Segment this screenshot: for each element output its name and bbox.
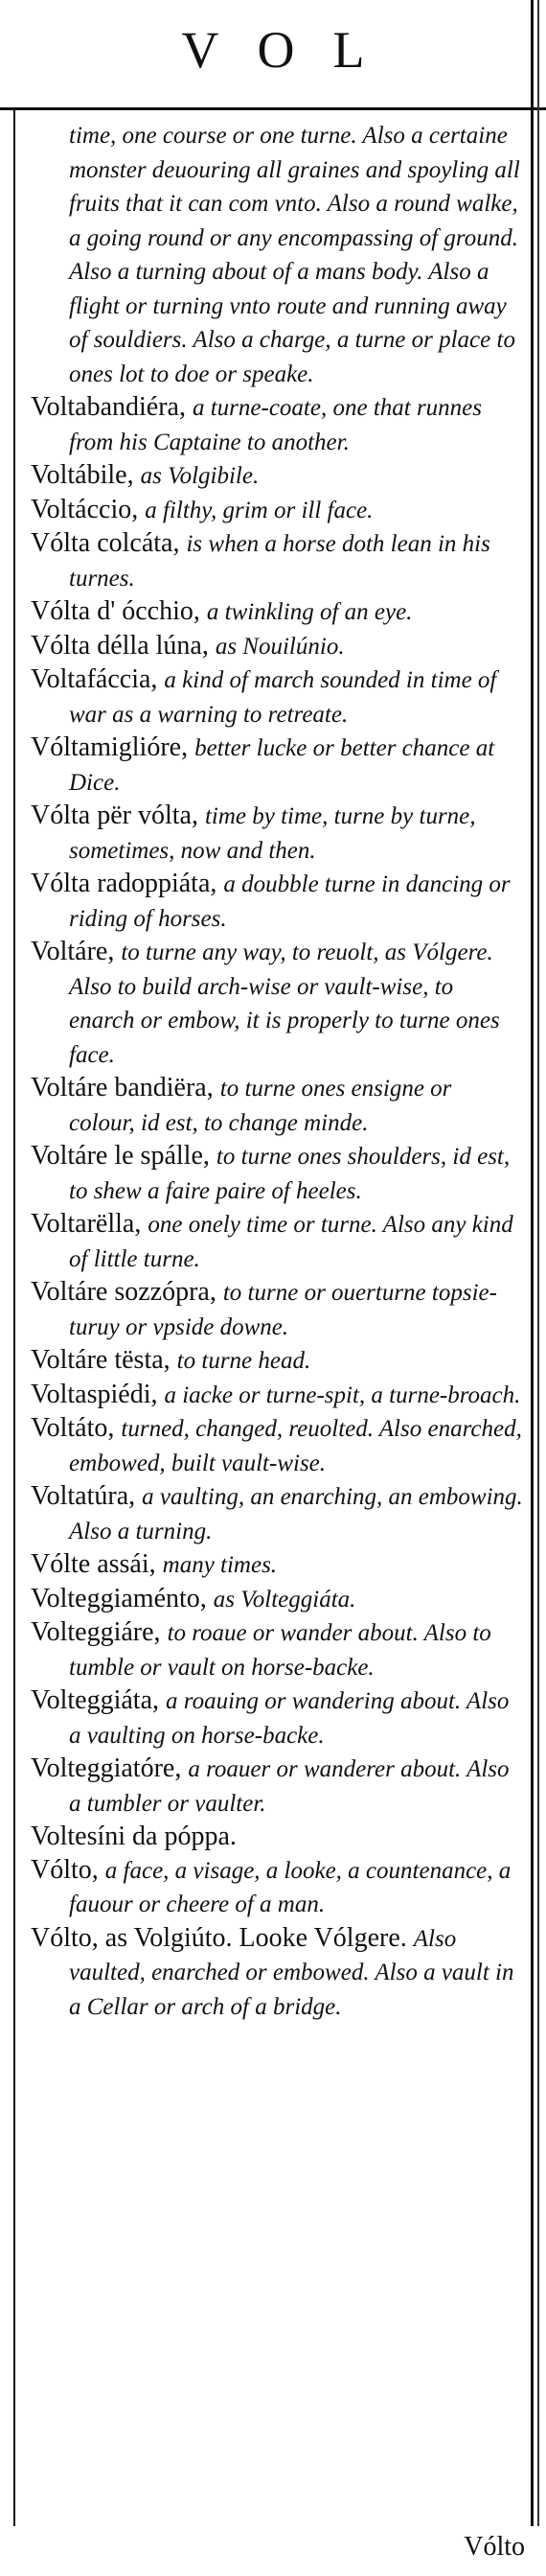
entry-definition: to turne or ouerturne topsie-turuy or vpside downe.: [69, 1280, 497, 1340]
entry-headword: Vólto,: [31, 1854, 99, 1885]
entry-headword: Voltafáccia,: [31, 664, 158, 694]
entry: [31, 595, 523, 630]
entry-headword: Vólta délla lúna,: [31, 630, 209, 661]
entry-definition: a turne-coate, one that runnes from his Captaine to another.: [69, 395, 483, 455]
entry-definition: Also vaulted, enarched or embowed. Also a vault in a Cellar or arch of a bridge.: [69, 1925, 514, 2020]
entry: [31, 630, 523, 664]
entry-definition: as Nouilúnio.: [215, 633, 345, 660]
entry-headword: Voltarëlla,: [31, 1209, 142, 1239]
entry: [31, 1821, 523, 1854]
entry: [31, 494, 523, 528]
entry-definition: as Volteggiáta.: [213, 1586, 356, 1613]
entry-definition: a face, a visage, a looke, a countenance, a fauour or cheere of a man.: [69, 1857, 512, 1917]
entry-list: [31, 119, 523, 2024]
entry-definition: one onely time or turne. Also any kind of little turne.: [69, 1212, 513, 1272]
entry-definition: a kind of march sounded in time of war as a warning to retreate.: [69, 667, 497, 728]
entry: [31, 731, 523, 800]
entry-definition: a doubble turne in dancing or riding of horses.: [69, 871, 511, 932]
entry: [31, 1072, 523, 1140]
entry-headword: Voltáre le spálle,: [31, 1141, 210, 1171]
entry: [31, 1276, 523, 1344]
entry-headword: Voltaspiédi,: [31, 1379, 158, 1409]
entry-headword: Vólta radoppiáta,: [31, 869, 217, 898]
entry: [31, 119, 523, 391]
entry-headword: Volteggiáta,: [31, 1685, 160, 1715]
page-header: [0, 0, 546, 96]
entry-definition: a iacke or turne-spit, a turne-broach.: [164, 1381, 521, 1408]
entry-definition: many times.: [162, 1552, 278, 1578]
running-head: VOL: [181, 21, 403, 79]
entry-definition: time, one course or one turne. Also a certaine monster deuouring all graines and spoyling all fruits that it can com vnto. Also a round walke, a going round or any encompassing of ground. Also a turning about of a mans body. Also a flight or turning vnto route and running away of souldiers. Also a charge, a turne or place to ones lot to doe or speake.: [69, 123, 520, 387]
entry-definition: to turne any way, to reuolt, as Vólgere. Also to build arch-wise or vault-wise, to enarch or embow, it is properly to turne ones face.: [69, 940, 500, 1068]
entry: [31, 1548, 523, 1583]
entry-headword: Voltáre,: [31, 937, 115, 966]
entry-definition: a roauing or wandering about. Also a vaulting on horse-backe.: [69, 1688, 510, 1749]
entry: [31, 1480, 523, 1548]
entry-definition: better lucke or better chance at Dice.: [69, 735, 495, 796]
entry-headword: Vólta për vólta,: [31, 801, 198, 830]
entry-headword: Vólto, as Volgiúto. Looke Vólgere.: [31, 1922, 407, 1953]
left-margin-rule: [13, 107, 15, 2526]
entry-definition: to turne head.: [176, 1348, 311, 1374]
entry-definition: as Volgibile.: [140, 463, 260, 489]
entry-headword: Volteggiatóre,: [31, 1753, 182, 1783]
entry: [31, 1616, 523, 1684]
entry: [31, 1412, 523, 1480]
catchword: Vólto: [464, 2532, 525, 2562]
entry-headword: Voltáre bandiëra,: [31, 1073, 214, 1102]
entry-headword: Voltáre sozzópra,: [31, 1277, 216, 1307]
entry: [31, 1854, 523, 1922]
entry: [31, 936, 523, 1072]
entry: [31, 663, 523, 731]
entry-headword: Voltáto,: [31, 1413, 115, 1443]
entry: [31, 1752, 523, 1821]
entry-headword: Voltatúra,: [31, 1481, 136, 1511]
entry-definition: to turne ones ensigne or colour, id est, to change minde.: [69, 1076, 452, 1136]
entry: [31, 527, 523, 595]
right-margin-rule-inner: [537, 0, 539, 2526]
entry: [31, 868, 523, 936]
entry: [31, 1344, 523, 1379]
entry-headword: Volteggiaménto,: [31, 1583, 207, 1613]
entry-definition: a twinkling of an eye.: [206, 599, 413, 625]
entry-headword: Voltábile,: [31, 460, 134, 490]
entry-definition: a filthy, grim or ill face.: [145, 497, 374, 523]
entry-definition: a vaulting, an enarching, an embowing. Also a turning.: [69, 1484, 523, 1544]
entry-headword: Vóltamiglióre,: [31, 732, 189, 762]
entry: [31, 1922, 523, 2025]
entry: [31, 1379, 523, 1413]
header-rule: [0, 107, 546, 110]
entry-headword: Vólte assái,: [31, 1549, 156, 1579]
entry: [31, 1583, 523, 1617]
entry: [31, 391, 523, 459]
entry: [31, 1140, 523, 1208]
entry-definition: a roauer or wanderer about. Also a tumbler or vaulter.: [69, 1756, 510, 1817]
entry-definition: time by time, turne by turne, sometimes, now and then.: [69, 803, 476, 864]
entry: [31, 459, 523, 494]
entry-definition: is when a horse doth lean in his turnes.: [69, 531, 490, 592]
entry-headword: Voltabandiéra,: [31, 392, 186, 422]
entry-headword: Voltesíni da póppa.: [31, 1822, 237, 1851]
entry-definition: to turne ones shoulders, id est, to shew a faire paire of heeles.: [69, 1144, 511, 1204]
entry-headword: Vólta d' ócchio,: [31, 596, 200, 626]
entry-headword: Voltáccio,: [31, 494, 139, 524]
entry-definition: turned, changed, reuolted. Also enarched, embowed, built vault-wise.: [69, 1416, 522, 1476]
entry: [31, 1208, 523, 1276]
right-margin-rule: [531, 0, 534, 2526]
entry: [31, 1684, 523, 1752]
entry: [31, 800, 523, 868]
entry-headword: Voltáre tësta,: [31, 1345, 171, 1375]
entry-definition: to roaue or wander about. Also to tumble or vault on horse-backe.: [69, 1620, 491, 1681]
entry-headword: Vólta colcáta,: [31, 528, 180, 558]
entry-headword: Volteggiáre,: [31, 1617, 161, 1647]
